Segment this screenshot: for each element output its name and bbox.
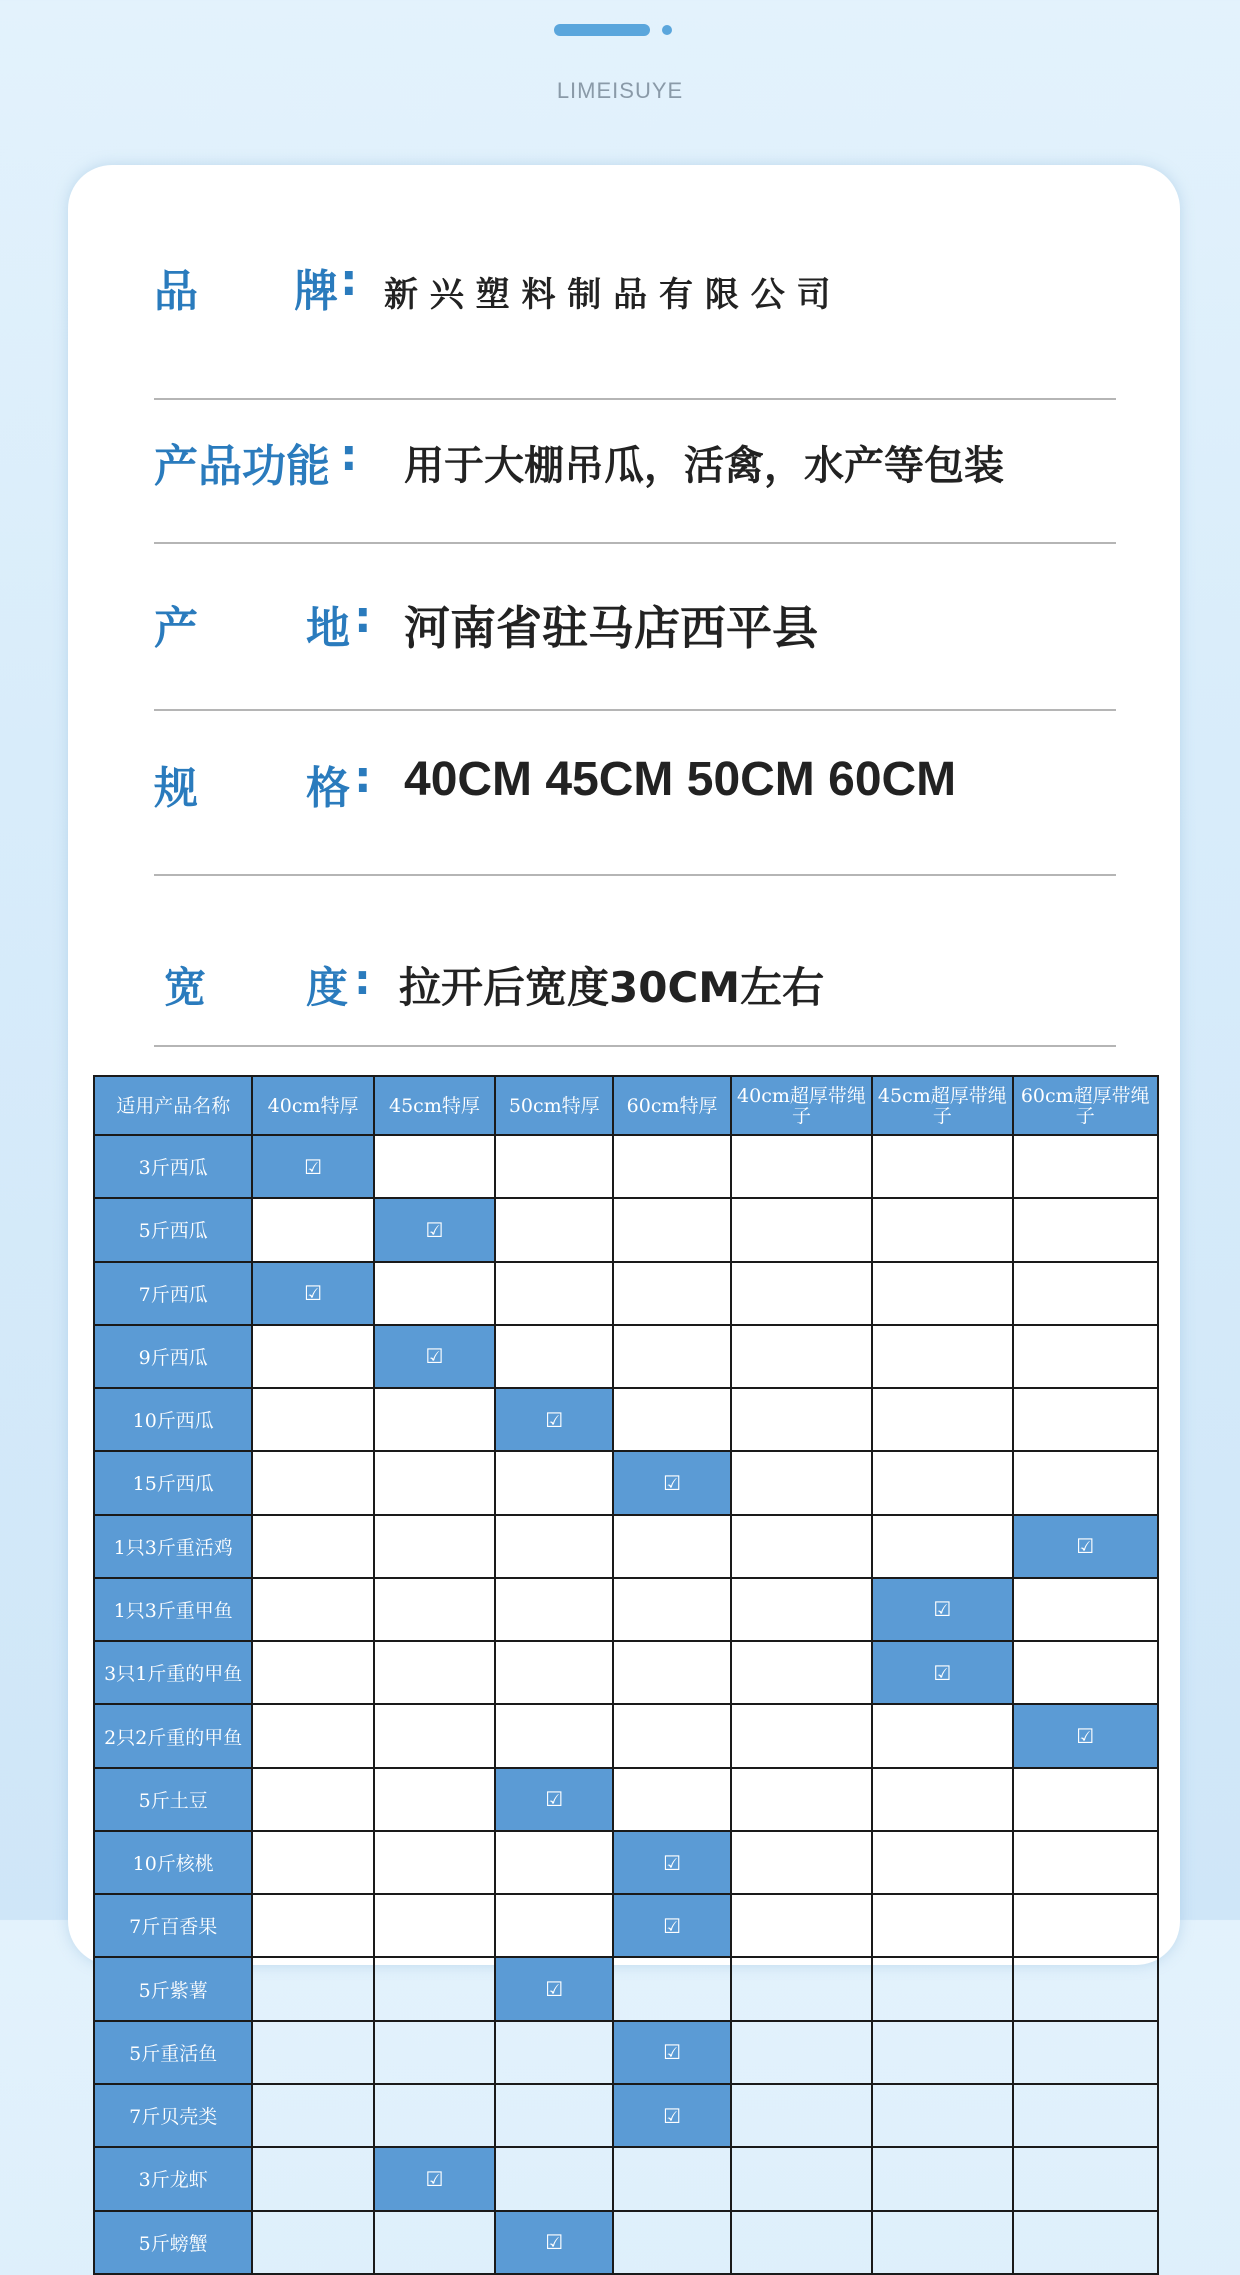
table-cell (872, 2147, 1012, 2210)
checkbox-checked-icon: ☑ (872, 1641, 1012, 1704)
table-cell (731, 1957, 872, 2020)
table-cell (872, 1831, 1012, 1894)
table-cell (1013, 1957, 1158, 2020)
table-cell (1013, 1325, 1158, 1388)
table-row (94, 1135, 1158, 1198)
product-name-cell: 1只3斤重甲鱼 (94, 1578, 252, 1641)
table-row (94, 1768, 1158, 1831)
column-header-size: 50cm特厚 (495, 1076, 613, 1135)
table-cell (1013, 1578, 1158, 1641)
table-cell (252, 1198, 373, 1261)
product-name-cell: 2只2斤重的甲鱼 (94, 1704, 252, 1767)
table-row (94, 1198, 1158, 1261)
product-name-cell: 10斤西瓜 (94, 1388, 252, 1451)
table-cell (731, 1135, 872, 1198)
page-indicator-dot (662, 25, 672, 35)
table-cell (731, 1578, 872, 1641)
table-cell (613, 1198, 730, 1261)
table-cell (872, 1135, 1012, 1198)
table-cell (252, 1325, 373, 1388)
table-cell (613, 1262, 730, 1325)
table-cell (872, 1894, 1012, 1957)
column-header-size: 60cm特厚 (613, 1076, 730, 1135)
table-cell (495, 1262, 613, 1325)
info-key: 规 (154, 763, 198, 814)
table-cell (374, 1894, 495, 1957)
info-colon: : (340, 255, 358, 306)
checkbox-checked-icon: ☑ (495, 1388, 613, 1451)
divider (154, 874, 1116, 876)
table-cell (872, 1451, 1012, 1514)
table-cell (374, 1262, 495, 1325)
table-cell (872, 1262, 1012, 1325)
info-key: 牌 (294, 266, 338, 317)
column-header-size: 45cm超厚带绳子 (872, 1076, 1012, 1135)
table-cell (1013, 2021, 1158, 2084)
checkbox-checked-icon: ☑ (613, 2021, 730, 2084)
table-cell (1013, 1262, 1158, 1325)
product-name-cell: 5斤土豆 (94, 1768, 252, 1831)
product-info-card (68, 165, 1180, 2255)
table-cell (731, 1894, 872, 1957)
checkbox-checked-icon: ☑ (872, 1578, 1012, 1641)
table-cell (1013, 1198, 1158, 1261)
table-cell (1013, 1641, 1158, 1704)
table-cell (731, 1262, 872, 1325)
table-cell (495, 1515, 613, 1578)
table-cell (613, 1578, 730, 1641)
table-cell (1013, 2084, 1158, 2147)
table-cell (252, 1515, 373, 1578)
table-row (94, 1325, 1158, 1388)
info-row-size (154, 752, 1116, 852)
checkbox-checked-icon: ☑ (374, 1198, 495, 1261)
table-cell (731, 1768, 872, 1831)
table-cell (731, 1704, 872, 1767)
info-key: 度 (306, 963, 349, 1012)
table-row (94, 1451, 1158, 1514)
info-value: 拉开后宽度30CM左右 (399, 963, 825, 1012)
table-cell (374, 2211, 495, 2274)
table-cell (872, 1388, 1012, 1451)
table-cell (731, 1388, 872, 1451)
table-cell (252, 2021, 373, 2084)
table-row (94, 1578, 1158, 1641)
product-name-cell: 3斤龙虾 (94, 2147, 252, 2210)
table-row (94, 2021, 1158, 2084)
table-row (94, 2211, 1158, 2274)
table-cell (252, 1388, 373, 1451)
column-header-size: 60cm超厚带绳子 (1013, 1076, 1158, 1135)
table-cell (731, 2147, 872, 2210)
column-header-size: 40cm特厚 (252, 1076, 373, 1135)
table-cell (374, 1704, 495, 1767)
checkbox-checked-icon: ☑ (495, 2211, 613, 2274)
info-value: 用于大棚吊瓜，活禽，水产等包装 (404, 443, 1004, 489)
table-cell (252, 1894, 373, 1957)
info-value: 新 兴 塑 料 制 品 有 限 公 司 (384, 275, 831, 315)
product-name-cell: 7斤百香果 (94, 1894, 252, 1957)
table-cell (374, 1641, 495, 1704)
table-cell (613, 1704, 730, 1767)
info-value: 40CM 45CM 50CM 60CM (404, 753, 957, 806)
column-header-size: 40cm超厚带绳子 (731, 1076, 872, 1135)
table-cell (495, 1578, 613, 1641)
table-cell (374, 1831, 495, 1894)
table-cell (252, 1641, 373, 1704)
table-row (94, 1831, 1158, 1894)
table-cell (374, 2084, 495, 2147)
table-cell (731, 1641, 872, 1704)
table-cell (731, 2211, 872, 2274)
product-name-cell: 15斤西瓜 (94, 1451, 252, 1514)
table-cell (872, 2211, 1012, 2274)
table-cell (613, 1135, 730, 1198)
checkbox-checked-icon: ☑ (613, 2084, 730, 2147)
checkbox-checked-icon: ☑ (613, 1831, 730, 1894)
table-row (94, 1388, 1158, 1451)
divider (154, 542, 1116, 544)
table-cell (374, 1135, 495, 1198)
info-row-origin (154, 592, 1116, 692)
table-row (94, 1957, 1158, 2020)
info-key: 产 (154, 603, 198, 654)
table-cell (731, 1515, 872, 1578)
table-cell (252, 2211, 373, 2274)
product-name-cell: 7斤贝壳类 (94, 2084, 252, 2147)
table-cell (1013, 1135, 1158, 1198)
product-name-cell: 3斤西瓜 (94, 1135, 252, 1198)
table-row (94, 1704, 1158, 1767)
divider (154, 398, 1116, 400)
checkbox-checked-icon: ☑ (374, 1325, 495, 1388)
table-cell (872, 1704, 1012, 1767)
info-colon: : (340, 430, 358, 481)
table-cell (613, 2211, 730, 2274)
table-cell (374, 1451, 495, 1514)
product-name-cell: 7斤西瓜 (94, 1262, 252, 1325)
checkbox-checked-icon: ☑ (252, 1262, 373, 1325)
checkbox-checked-icon: ☑ (495, 1768, 613, 1831)
product-name-cell: 9斤西瓜 (94, 1325, 252, 1388)
column-header-product: 适用产品名称 (94, 1076, 252, 1135)
checkbox-checked-icon: ☑ (613, 1451, 730, 1514)
table-cell (872, 2084, 1012, 2147)
table-cell (495, 1704, 613, 1767)
page-indicator (0, 24, 1240, 36)
table-cell (1013, 1388, 1158, 1451)
info-colon: : (354, 592, 372, 643)
product-name-cell: 5斤螃蟹 (94, 2211, 252, 2274)
table-cell (731, 2021, 872, 2084)
table-cell (374, 1578, 495, 1641)
info-key: 产品功能 (154, 441, 330, 492)
table-cell (731, 1325, 872, 1388)
table-cell (1013, 2147, 1158, 2210)
table-cell (731, 2084, 872, 2147)
table-cell (252, 1451, 373, 1514)
product-name-cell: 10斤核桃 (94, 1831, 252, 1894)
table-cell (1013, 1831, 1158, 1894)
info-row-brand (154, 255, 1116, 355)
table-cell (495, 1451, 613, 1514)
table-row (94, 1515, 1158, 1578)
table-cell (731, 1198, 872, 1261)
table-cell (495, 1325, 613, 1388)
table-cell (613, 1388, 730, 1451)
table-cell (252, 1768, 373, 1831)
checkbox-checked-icon: ☑ (495, 1957, 613, 2020)
product-name-cell: 3只1斤重的甲鱼 (94, 1641, 252, 1704)
table-row (94, 1262, 1158, 1325)
brand-name: LIMEISUYE (556, 78, 684, 103)
table-cell (495, 1135, 613, 1198)
table-cell (374, 2021, 495, 2084)
info-colon: : (354, 955, 371, 1004)
table-cell (495, 2147, 613, 2210)
table-cell (495, 1641, 613, 1704)
table-cell (495, 1831, 613, 1894)
table-cell (872, 1768, 1012, 1831)
table-cell (1013, 1894, 1158, 1957)
checkbox-checked-icon: ☑ (1013, 1515, 1158, 1578)
table-cell (731, 1831, 872, 1894)
table-header-row (94, 1076, 1158, 1135)
info-row-function (154, 430, 1116, 530)
table-cell (495, 2021, 613, 2084)
column-header-size: 45cm特厚 (374, 1076, 495, 1135)
table-cell (495, 1198, 613, 1261)
table-cell (872, 1325, 1012, 1388)
divider (154, 709, 1116, 711)
table-row (94, 1641, 1158, 1704)
divider (154, 1045, 1116, 1047)
table-cell (613, 2147, 730, 2210)
info-value: 河南省驻马店西平县 (404, 601, 818, 655)
product-name-cell: 5斤紫薯 (94, 1957, 252, 2020)
table-cell (252, 1957, 373, 2020)
table-cell (613, 1957, 730, 2020)
table-cell (374, 1957, 495, 2020)
table-cell (731, 1451, 872, 1514)
table-cell (252, 2147, 373, 2210)
info-key: 地 (306, 603, 350, 654)
product-name-cell: 1只3斤重活鸡 (94, 1515, 252, 1578)
table-body (94, 1135, 1158, 2274)
info-colon: : (354, 752, 372, 803)
table-cell (872, 1515, 1012, 1578)
table-cell (252, 1831, 373, 1894)
info-key: 品 (154, 266, 198, 317)
checkbox-checked-icon: ☑ (252, 1135, 373, 1198)
table-cell (872, 1198, 1012, 1261)
table-cell (1013, 2211, 1158, 2274)
table-row (94, 2084, 1158, 2147)
info-key: 宽 (164, 963, 207, 1012)
table-cell (613, 1325, 730, 1388)
table-cell (252, 2084, 373, 2147)
table-cell (252, 1578, 373, 1641)
checkbox-checked-icon: ☑ (374, 2147, 495, 2210)
checkbox-checked-icon: ☑ (613, 1894, 730, 1957)
table-row (94, 1894, 1158, 1957)
table-cell (495, 2084, 613, 2147)
table-row (94, 2147, 1158, 2210)
table-cell (374, 1388, 495, 1451)
table-cell (374, 1768, 495, 1831)
info-row-width (154, 955, 1116, 1055)
checkbox-checked-icon: ☑ (1013, 1704, 1158, 1767)
table-cell (613, 1515, 730, 1578)
usage-table (93, 1075, 1159, 2275)
table-cell (1013, 1451, 1158, 1514)
table-cell (252, 1704, 373, 1767)
table-cell (613, 1768, 730, 1831)
table-cell (872, 1957, 1012, 2020)
info-key: 格 (306, 763, 350, 814)
product-name-cell: 5斤西瓜 (94, 1198, 252, 1261)
product-name-cell: 5斤重活鱼 (94, 2021, 252, 2084)
table-cell (374, 1515, 495, 1578)
page-indicator-active (554, 24, 650, 36)
table-cell (495, 1894, 613, 1957)
table-cell (1013, 1768, 1158, 1831)
table-cell (613, 1641, 730, 1704)
table-cell (872, 2021, 1012, 2084)
